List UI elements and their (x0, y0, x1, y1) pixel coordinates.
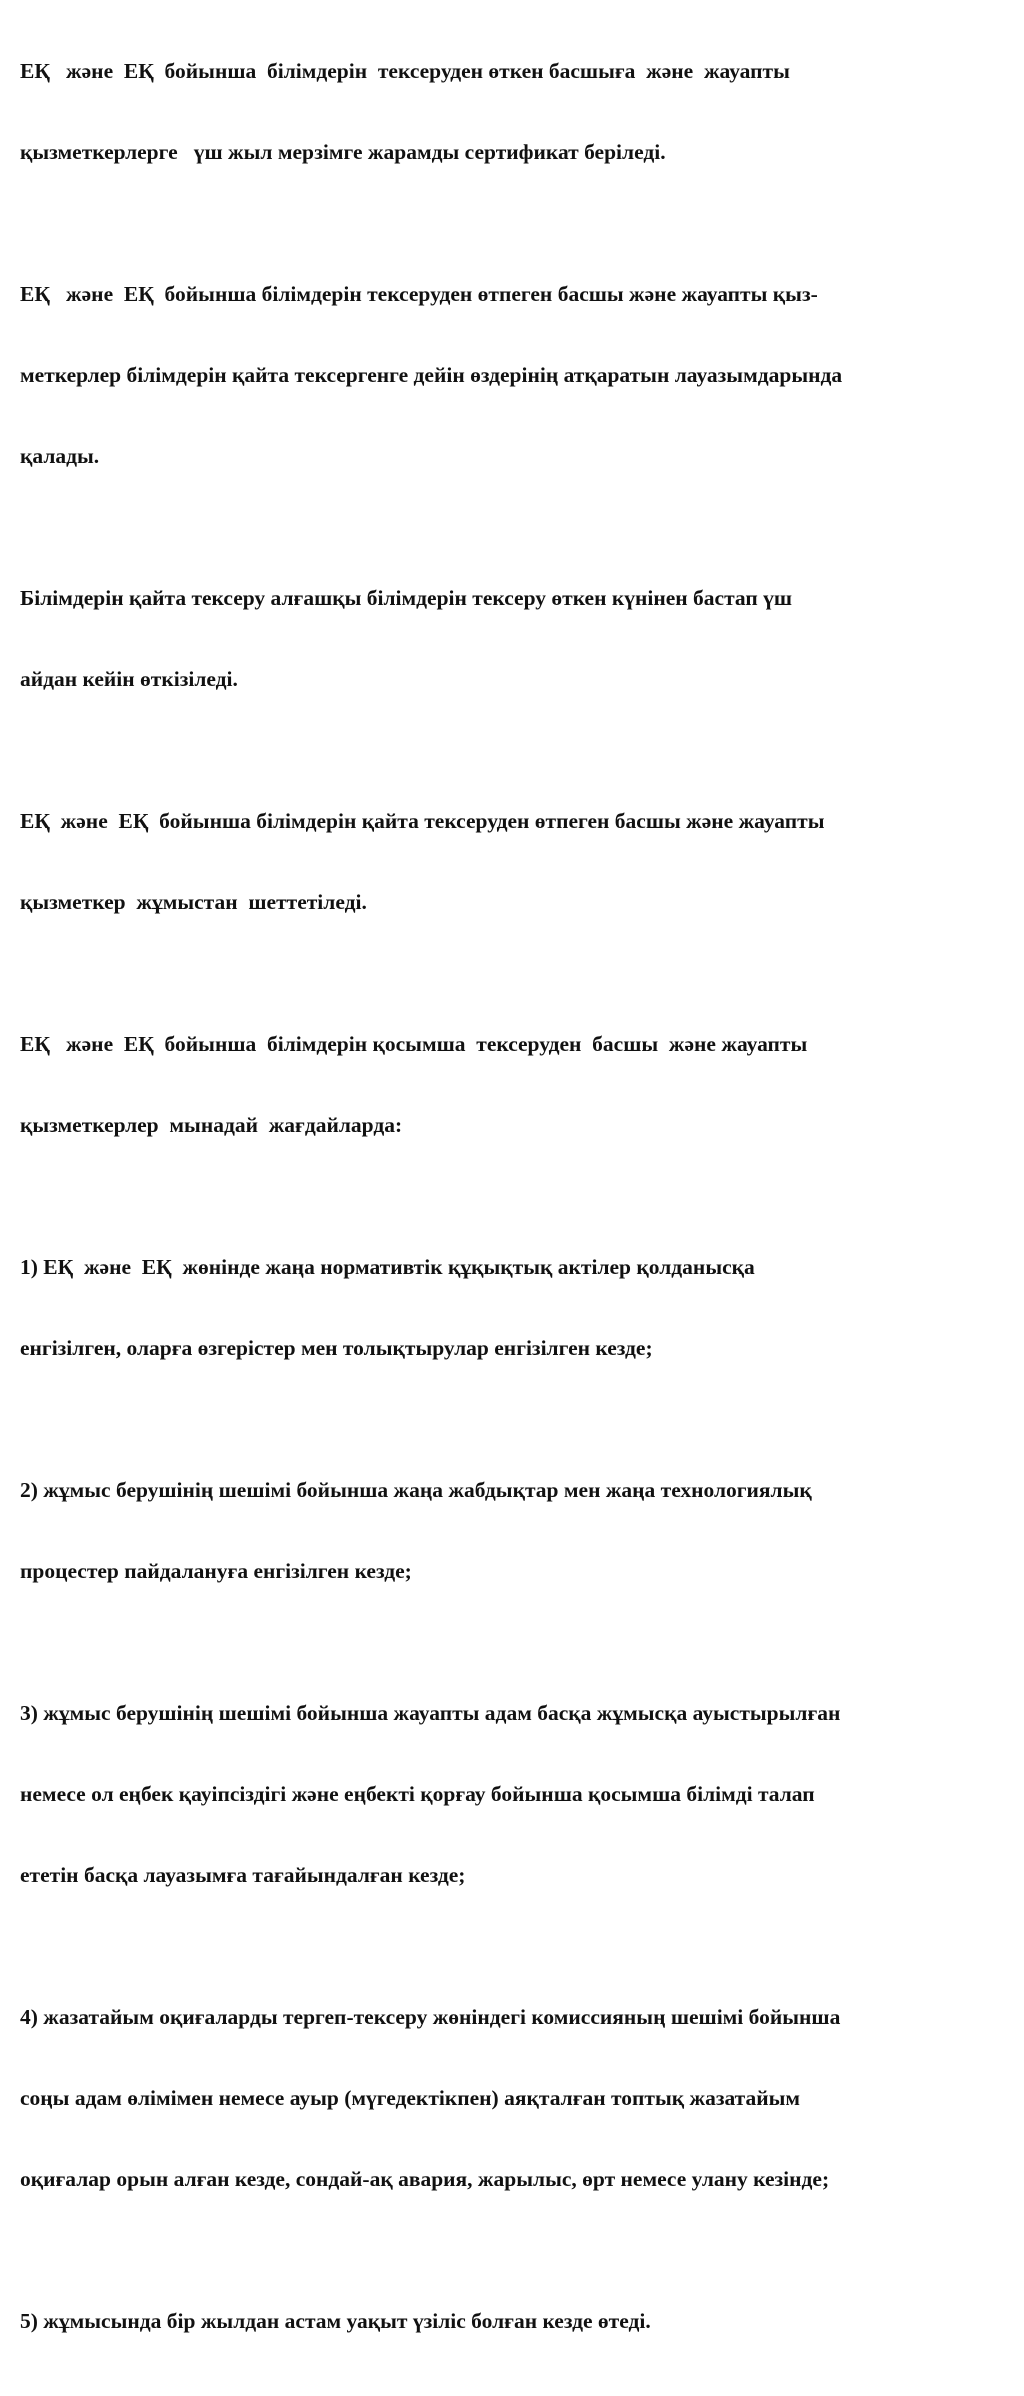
list-item-1 (20, 1200, 1010, 1416)
text-line: 3) жұмыс берушінің шешімі бойынша жауапты адам басқа жұмысқа ауыстырылған (20, 1701, 841, 1725)
text-line: немесе ол еңбек қауіпсіздігі және еңбекті қорғау бойынша қосымша білімді талап (20, 1782, 815, 1806)
text-line: қызметкерлерге үш жыл мерзімге жарамды сертификат беріледі. (20, 140, 666, 164)
text-line: ететін басқа лауазымға тағайындалған кезде; (20, 1863, 466, 1887)
text-line: ЕҚ және ЕҚ бойынша білімдерін тексеруден өтпеген басшы және жауапты қыз- (20, 282, 818, 306)
paragraph-certificate (20, 4, 1010, 220)
slide-text-body (20, 4, 1010, 2396)
paragraph-additional-check (20, 977, 1010, 1193)
text-line: процестер пайдалануға енгізілген кезде; (20, 1559, 412, 1583)
text-line: қалады. (20, 444, 100, 468)
text-line: соңы адам өлімімен немесе ауыр (мүгедектікпен) аяқталған топтық жазатайым (20, 2086, 801, 2110)
text-line: қызметкер жұмыстан шеттетіледі. (20, 890, 367, 914)
text-line: меткерлер білімдерін қайта тексергенге дейін өздерінің атқаратын лауазымдарында (20, 363, 843, 387)
text-line: 2) жұмыс берушінің шешімі бойынша жаңа жабдықтар мен жаңа технологиялық (20, 1478, 812, 1502)
list-item-4 (20, 1950, 1010, 2247)
text-line: 1) ЕҚ және ЕҚ жөнінде жаңа нормативтік құқықтық актілер қолданысқа (20, 1255, 755, 1279)
list-item-5 (20, 2254, 1010, 2389)
text-line: 4) жазатайым оқиғаларды тергеп-тексеру жөніндегі комиссияның шешімі бойынша (20, 2005, 841, 2029)
paragraph-dismissal (20, 754, 1010, 970)
text-line: енгізілген, оларға өзгерістер мен толықтырулар енгізілген кезде; (20, 1336, 653, 1360)
text-line: 5) жұмысында бір жылдан астам уақыт үзіліс болған кезде өтеді. (20, 2309, 651, 2333)
text-line: Білімдерін қайта тексеру алғашқы білімдерін тексеру өткен күнінен бастап үш (20, 586, 793, 610)
text-line: ЕҚ және ЕҚ бойынша білімдерін қайта тексеруден өтпеген басшы және жауапты (20, 809, 825, 833)
paragraph-failed-check (20, 227, 1010, 524)
text-line: қызметкерлер мынадай жағдайларда: (20, 1113, 403, 1137)
text-line: оқиғалар орын алған кезде, сондай-ақ авария, жарылыс, өрт немесе улану кезінде; (20, 2167, 830, 2191)
list-item-2 (20, 1423, 1010, 1639)
paragraph-recheck-timing (20, 531, 1010, 747)
text-line: ЕҚ және ЕҚ бойынша білімдерін тексеруден өткен басшыға және жауапты (20, 59, 790, 83)
list-item-3 (20, 1646, 1010, 1943)
text-line: айдан кейін өткізіледі. (20, 667, 238, 691)
text-line: ЕҚ және ЕҚ бойынша білімдерін қосымша тексеруден басшы және жауапты (20, 1032, 808, 1056)
